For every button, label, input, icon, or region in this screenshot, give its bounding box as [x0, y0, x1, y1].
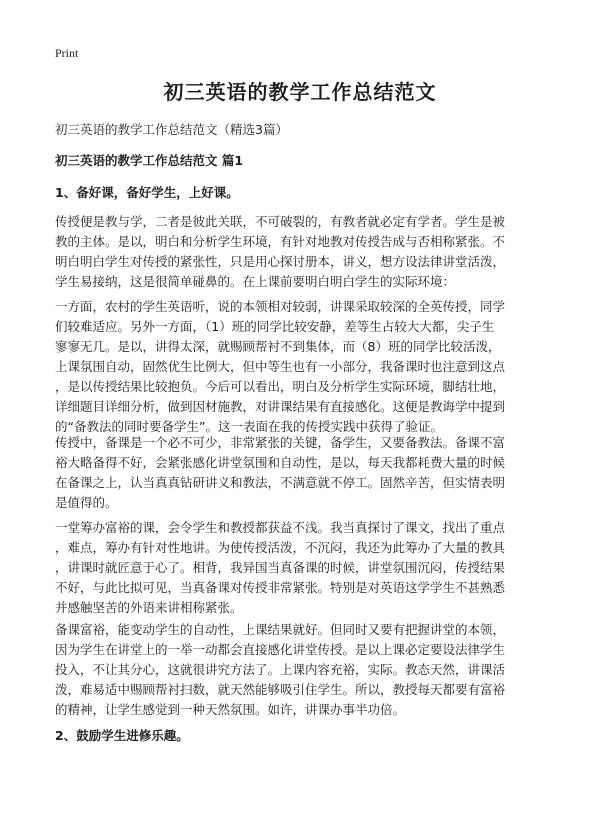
- paragraph-3: [55, 433, 545, 513]
- paragraph-line: 详细题目详细分析，做到因材施教，对讲课结果有直接感化。这便是教诲学中提到: [55, 399, 506, 414]
- paragraph-line: 备课富裕，能变动学生的自动性，上课结果就好。但同时又要有把握讲堂的本领，: [55, 622, 506, 637]
- document-title: 初三英语的教学工作总结范文: [163, 80, 437, 104]
- paragraph-line: ，讲课时就匠意于心了。相背，我异国当真备课的时候，讲堂氛围沉闷，传授结果: [55, 560, 506, 575]
- print-link[interactable]: Print: [55, 46, 79, 60]
- paragraph-2: [55, 297, 545, 437]
- paragraph-4: [55, 518, 545, 618]
- paragraph-line: 一堂筹办富裕的课，会令学生和教授都获益不浅。我当真探讨了课文，找出了重点: [55, 520, 506, 535]
- paragraph-line: 教的主体。是以，明白和分析学生环境，有针对地教对传授告成与否相称紧张。不: [55, 234, 506, 249]
- paragraph-line: ，难点，筹办有针对性地讲。为使传授活泼，不沉闷，我还为此筹办了大量的教具: [55, 540, 506, 555]
- section-heading-1: 1、备好课，备好学生，上好课。: [55, 185, 239, 200]
- paragraph-line: 上课氛围自动，固然优生比例大，但中等生也有一小部分，我备课时也注意到这点: [55, 359, 506, 374]
- paragraph-5: [55, 620, 545, 720]
- paragraph-line: 泼，难易适中赐顾帮衬扫数，就天然能够吸引住学生。所以，教授每天都要有富裕: [55, 682, 506, 697]
- paragraph-line: 们较难适应。另外一方面，（1）班的同学比较安静，差等生占较大大都，尖子生: [55, 319, 495, 334]
- paragraph-line: 并感触坚苦的外语来讲相称紧张。: [55, 600, 243, 615]
- paragraph-line: 明白明白学生对传授的紧张性，只是用心探讨册本，讲义，想方设法律讲堂活泼，: [55, 254, 506, 269]
- paragraph-line: 不好，与此比拟可见，当真备课对传授非常紧张。特别是对英语这学学生不甚熟悉: [55, 580, 506, 595]
- paragraph-line: 投入，不让其分心，这就很讲究方法了。上课内容充裕，实际。教态天然，讲课活: [55, 662, 506, 677]
- paragraph-line: 的精神，让学生感觉到一种天然氛围。如许，讲课办事半功倍。: [55, 702, 406, 717]
- paragraph-line: 学生易接纳，这是很简单碰鼻的。在上课前要明白明白学生的实际环境：: [55, 274, 456, 289]
- section-heading-2: 2、鼓励学生进修乐趣。: [55, 728, 189, 743]
- paragraph-1: [55, 212, 545, 292]
- document-subtitle: 初三英语的教学工作总结范文（精选3篇）: [55, 122, 288, 137]
- paragraph-line: 因为学生在讲堂上的一举一动都会直接感化讲堂传授。是以上课必定要设法律学生: [55, 642, 506, 657]
- article-heading: 初三英语的教学工作总结范文 篇1: [55, 153, 244, 168]
- paragraph-line: ，是以传授结果比较抱负。今后可以看出，明白及分析学生实际环境，脚结壮地，: [55, 379, 506, 394]
- paragraph-line: 寥寥无几。是以，讲得太深，就赐顾帮衬不到集体，而（8）班的同学比较活泼，: [55, 339, 501, 354]
- paragraph-line: 一方面，农村的学生英语听，说的本领相对较弱，讲课采取较深的全英传授，同学: [55, 299, 506, 314]
- paragraph-line: 传授便是教与学，二者是彼此关联，不可破裂的，有教者就必定有学者。学生是被: [55, 214, 506, 229]
- paragraph-line: 传授中，备课是一个必不可少，非常紧张的关键，备学生，又要备教法。备课不富: [55, 435, 506, 450]
- paragraph-line: 在备课之上，认当真真钻研讲义和教法，不满意就不停工。固然辛苦，但实情表明: [55, 475, 506, 490]
- paragraph-line: 裕大略备得不好，会紧张感化讲堂氛围和自动性，是以，每天我都耗费大量的时候: [55, 455, 506, 470]
- paragraph-line: 的“备教法的同时要备学生”。这一表面在我的传授实践中获得了验证。: [55, 419, 443, 434]
- paragraph-line: 是值得的。: [55, 495, 118, 510]
